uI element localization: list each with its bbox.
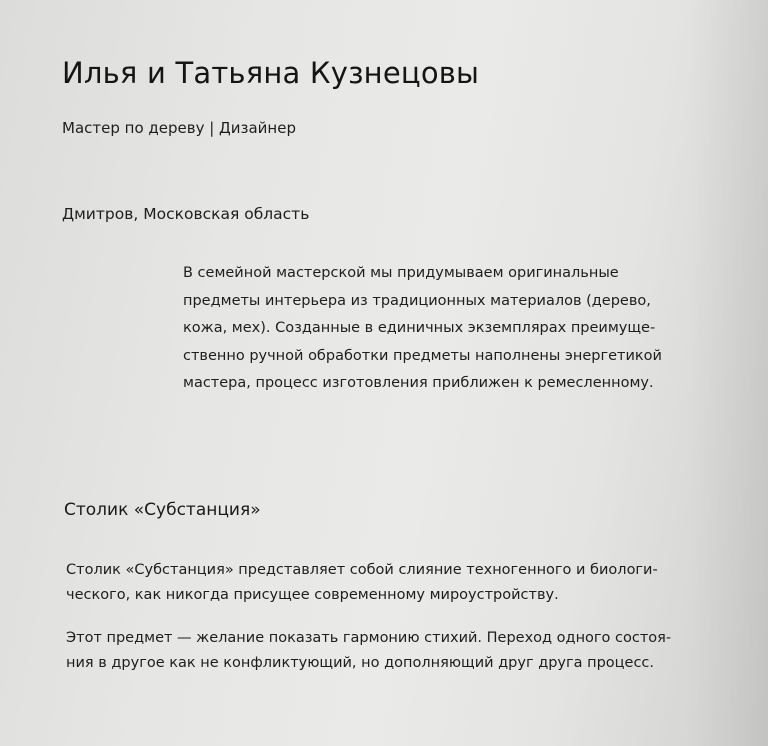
description-line: ческого, как никогда присущее современному мироустройству. — [66, 587, 559, 603]
bio-line: предметы интерьера из традиционных материалов (дерево, — [183, 292, 651, 309]
object-concept-paragraph — [66, 626, 746, 676]
object-description-paragraph — [66, 558, 746, 608]
artist-name-title: Илья и Татьяна Кузнецовы — [62, 56, 480, 90]
artist-bio-paragraph — [183, 260, 728, 398]
bio-line: кожа, мех). Созданные в единичных экземплярах преимуще- — [183, 320, 656, 336]
bio-line: В семейной мастерской мы придумываем оригинальные — [183, 265, 619, 281]
artist-role-subtitle: Мастер по дереву | Дизайнер — [62, 119, 296, 137]
object-title: Столик «Субстанция» — [64, 500, 261, 520]
bio-line: ственно ручной обработки предметы наполнены энергетикой — [183, 347, 662, 364]
artist-location: Дмитров, Московская область — [62, 205, 310, 223]
concept-line: Этот предмет — желание показать гармонию стихий. Переход одного состоя- — [66, 630, 672, 646]
bio-line: мастера, процесс изготовления приближен к ремесленному. — [183, 375, 654, 391]
description-line: Столик «Субстанция» представляет собой слияние техногенного и биологи- — [66, 562, 658, 578]
concept-line: ния в другое как не конфликтующий, но дополняющий друг друга процесс. — [66, 655, 655, 671]
